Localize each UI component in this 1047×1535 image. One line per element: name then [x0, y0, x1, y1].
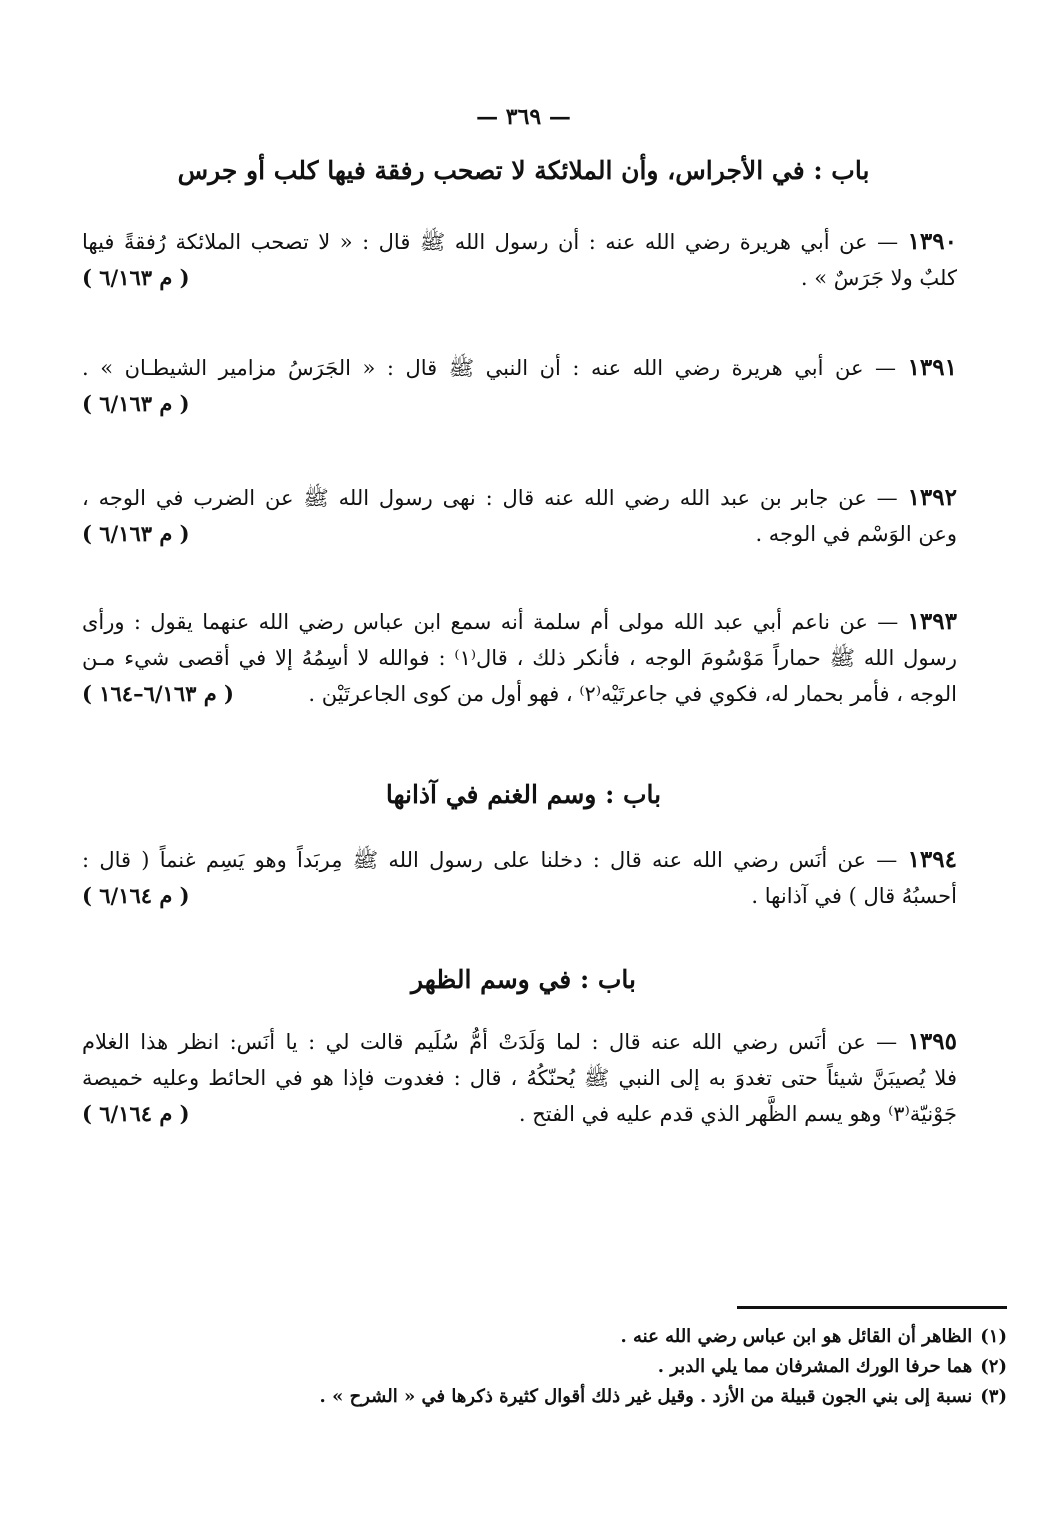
footnote-mark: (١) — [980, 1326, 1007, 1347]
hadith-text: فلا يُصيبَنَّ شيئاً حتى تغدوَ به إلى النبي ﷺ يُحنّكُهُ ، قال : فغدوت فإذا هو في الحائط وعليه خميصة — [82, 1066, 957, 1090]
footnote-text: نسبة إلى بني الجون قبيلة من الأزد . وقيل غير ذلك أقوال كثيرة ذكرها في « الشرح » . — [319, 1386, 973, 1407]
hadith-text: — عن أبي هريرة رضي الله عنه : أن النبي ﷺ قال : « الجَرَسُ مزامير الشيطـان » . — [82, 356, 897, 380]
hadith-reference: ( م ٦/١٦٣ ) — [82, 265, 190, 290]
page-number: — ٣٦٩ — — [476, 104, 571, 130]
chapter-title-back-branding: باب : في وسم الظهر — [411, 965, 636, 994]
hadith-reference: ( م ٦/١٦٣ ) — [82, 391, 190, 416]
hadith-number: ١٣٩٠ — [907, 228, 957, 255]
hadith-number: ١٣٩١ — [907, 354, 957, 381]
footnote-divider — [737, 1306, 1007, 1309]
hadith-text: — عن أنَس رضي الله عنه قال : دخلنا على رسول الله ﷺ مِربَداً وهو يَسِم غنماً ( قال : — [82, 848, 898, 872]
hadith-1391 — [82, 350, 957, 422]
hadith-number: ١٣٩٥ — [907, 1028, 957, 1055]
chapter-title-sheep-ears: باب : وسم الغنم في آذانها — [385, 780, 662, 809]
hadith-text: الوجه ، فأمر بحمار له، فكوي في جاعرتَيْه⁽٢⁾ ، فهو أول من كوى الجاعرتَيْن . — [308, 682, 957, 706]
hadith-text: — عن أبي هريرة رضي الله عنه : أن رسول الله ﷺ قال : « لا تصحب الملائكة رُفقةً فيها — [82, 230, 899, 254]
hadith-text: — عن جابر بن عبد الله رضي الله عنه قال : نهى رسول الله ﷺ عن الضرب في الوجه ، — [82, 486, 898, 510]
hadith-text: كلبٌ ولا جَرَسٌ » . — [800, 266, 957, 290]
hadith-1390 — [82, 224, 957, 296]
hadith-number: ١٣٩٣ — [907, 608, 957, 635]
hadith-text: — عن ناعم أبي عبد الله مولى أم سلمة أنه سمع ابن عباس رضي الله عنهما يقول : ورأى — [82, 610, 899, 634]
hadith-1395 — [82, 1024, 957, 1132]
footnote-2 — [77, 1352, 1007, 1382]
hadith-reference: ( م ٦/١٦٤ ) — [82, 883, 190, 908]
hadith-text: — عن أنَس رضي الله عنه قال : لما وَلَدَتْ أمُّ سُلَيم قالت لي : يا أنَس: انظر هذا الغلام — [82, 1030, 898, 1054]
hadith-reference: ( م ٦/١٦٣–١٦٤ ) — [82, 681, 234, 706]
hadith-1392 — [82, 480, 957, 552]
footnotes — [77, 1322, 1007, 1412]
hadith-1394 — [82, 842, 957, 914]
hadith-1393 — [82, 604, 957, 712]
footnote-text: هما حرفا الورك المشرفان مما يلي الدبر . — [657, 1356, 973, 1377]
hadith-text: أحسبُهُ قال ) في آذانها . — [751, 884, 957, 908]
footnote-mark: (٣) — [980, 1386, 1007, 1407]
footnote-text: الظاهر أن القائل هو ابن عباس رضي الله عنه . — [620, 1326, 973, 1347]
footnote-mark: (٢) — [980, 1356, 1007, 1377]
footnote-3 — [77, 1382, 1007, 1412]
hadith-text: رسول الله ﷺ حماراً مَوْسُومَ الوجه ، فأنكر ذلك ، قال⁽١⁾ : فوالله لا أسِمُهُ إلا في أقصى شيء مـن — [82, 646, 957, 670]
hadith-reference: ( م ٦/١٦٤ ) — [82, 1101, 190, 1126]
hadith-text: جَوْنيّة⁽٣⁾ وهو يسم الظَّهر الذي قدم عليه في الفتح . — [518, 1102, 957, 1126]
hadith-number: ١٣٩٢ — [907, 484, 957, 511]
chapter-title-bells: باب : في الأجراس، وأن الملائكة لا تصحب رفقة فيها كلب أو جرس — [177, 156, 870, 185]
hadith-text: وعن الوَسْم في الوجه . — [755, 522, 957, 546]
hadith-number: ١٣٩٤ — [907, 846, 957, 873]
hadith-reference: ( م ٦/١٦٣ ) — [82, 521, 190, 546]
footnote-1 — [77, 1322, 1007, 1352]
